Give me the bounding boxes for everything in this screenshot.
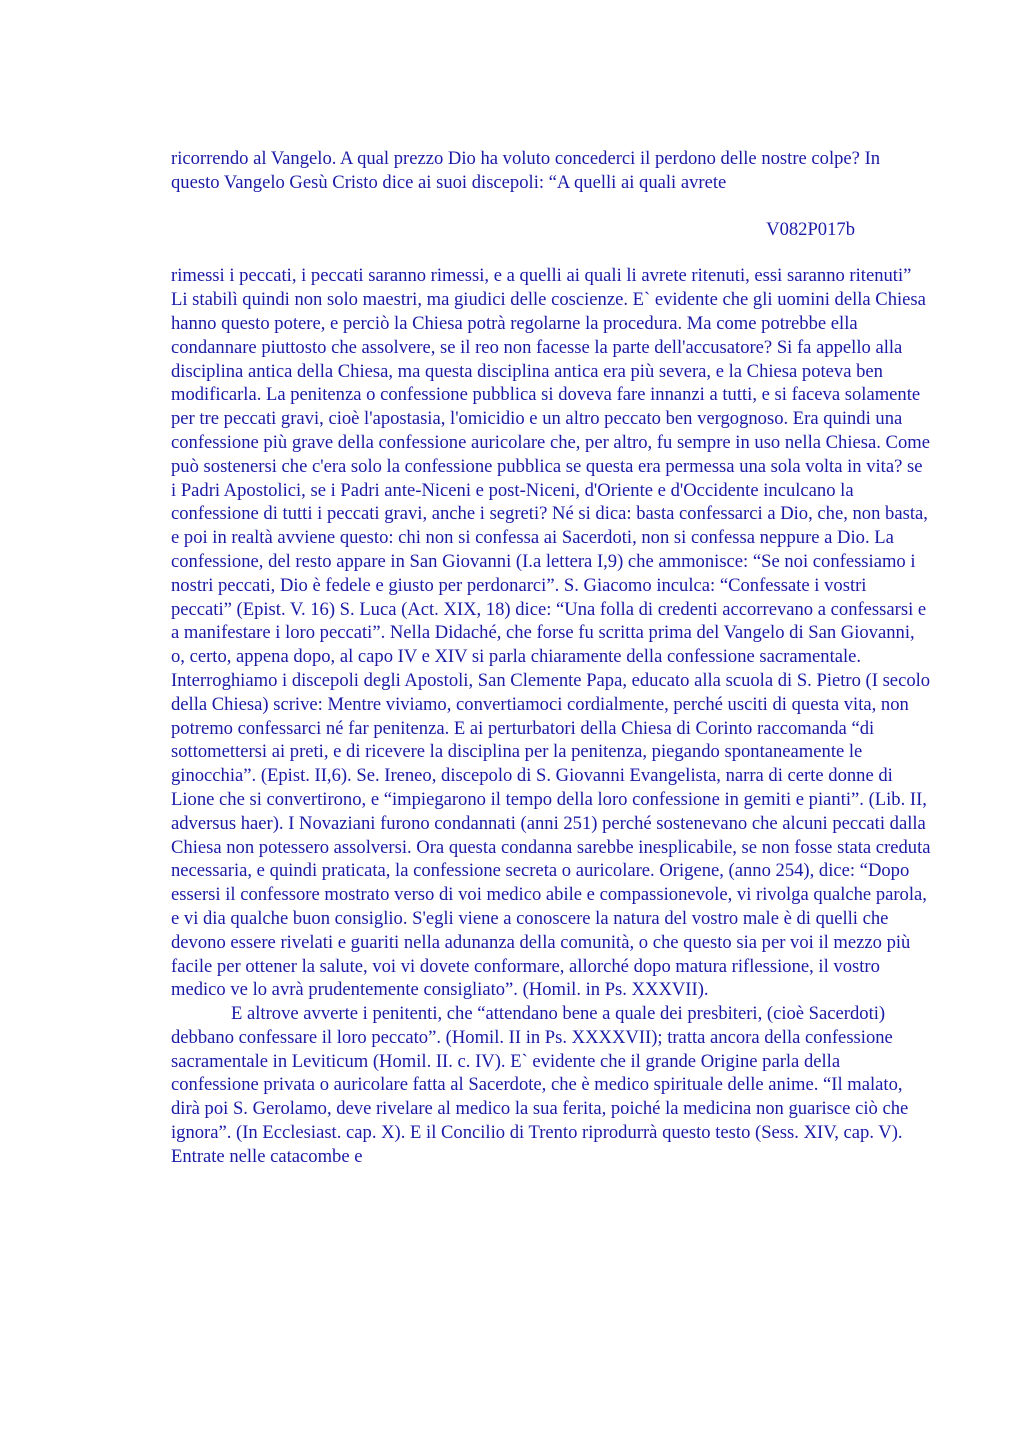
page-code-label: V082P017b <box>766 218 855 240</box>
body-paragraph-1: rimessi i peccati, i peccati saranno rimessi, e a quelli ai quali li avrete ritenuti, essi saranno ritenuti” Li stabilì quindi non solo maestri, ma giudici delle coscienze. E` evidente che gli uomini della Chiesa hanno questo potere, e perciò la Chiesa potrà regolarne la procedura. Ma come potrebbe ella condannare piuttosto che assolvere, se il reo non facesse la parte dell'accusatore? Si fa appello alla disciplina antica della Chiesa, ma questa disciplina antica era più severa, e la Chiesa poteva ben modificarla. La penitenza o confessione pubblica si doveva fare innanzi a tutti, e si faceva solamente per tre peccati gravi, cioè l'apostasia, l'omicidio e un altro peccato ben vergognoso. Era quindi una confessione più grave della confessione auricolare che, per altro, fu sempre in uso nella Chiesa. Come può sostenersi che c'era solo la confessione pubblica se questa era permessa una sola volta in vita? se i Padri Apostolici, se i Padri ante-Niceni e post-Niceni, d'Oriente e d'Occidente inculcano la confessione di tutti i peccati gravi, anche i segreti? Né si dica: basta confessarci a Dio, che, non basta, e poi in realtà avviene questo: chi non si confessa ai Sacerdoti, non si confessa neppure a Dio. La confessione, del resto appare in San Giovanni (I.a lettera I,9) che ammonisce: “Se noi confessiamo i nostri peccati, Dio è fedele e giusto per perdonarci”. S. Giacomo inculca: “Confessate i vostri peccati” (Epist. V. 16) S. Luca (Act. XIX, 18) dice: “Una folla di credenti accorrevano a confessarsi e a manifestare i loro peccati”. Nella Didaché, che forse fu scritta prima del Vangelo di San Giovanni, o, certo, appena dopo, al capo IV e XIV si parla chiaramente della confessione sacramentale. Interroghiamo i discepoli degli Apostoli, San Clemente Papa, educato alla scuola di S. Pietro (I secolo della Chiesa) scrive: Mentre viviamo, convertiamoci cordialmente, perché usciti di questa vita, non potremo confessarci né far penitenza. E ai perturbatori della Chiesa di Corinto raccomanda “di sottomettersi ai preti, e di ricevere la disciplina per la penitenza, piegando spontaneamente le ginocchia”. (Epist. II,6). Se. Ireneo, discepolo di S. Giovanni Evangelista, narra di certe donne di Lione che si convertirono, e “impiegarono il tempo della loro confessione in gemiti e pianti”. (Lib. II, adversus haer). I Novaziani furono condannati (anni 251) perché sostenevano che alcuni peccati dalla Chiesa non potessero assolversi. Ora questa condanna sarebbe inesplicabile, se non fosse stata creduta necessaria, e quindi praticata, la confessione secreta o auricolare. Origene, (anno 254), dice: “Dopo essersi il confessore mostrato verso di voi medico abile e compassionevole, vi rivolga qualche parola, e vi dia qualche buon consiglio. S'egli viene a conoscere la natura del vostro male è di quelli che devono essere rivelati e guariti nella adunanza della comunità, o che questo sia per voi il mezzo più facile per ottener la salute, voi vi dovete conformare, allorché dopo matura riflessione, il vostro medico ve lo avrà prudentemente consigliato”. (Homil. in Ps. XXXVII). <box>171 265 931 1001</box>
body-paragraph-2: E altrove avverte i penitenti, che “attendano bene a quale dei presbiteri, (cioè Sacerdoti) debbano confessare il loro peccato”. (Homil. II in Ps. XXXXVII); tratta ancora della confessione sacramentale in Leviticum (Homil. II. c. IV). E` evidente che il grande Origine parla della confessione privata o auricolare fatta al Sacerdote, che è medico spirituale delle anime. “Il malato, dirà poi S. Gerolamo, deve rivelare al medico la sua ferita, poiché la medicina non guarisce ciò che ignora”. (In Ecclesiast. cap. X). E il Concilio di Trento riprodurrà questo testo (Sess. XIV, cap. V). Entrate nelle catacombe e <box>171 1003 909 1167</box>
document-page <box>171 147 931 1169</box>
intro-paragraph: ricorrendo al Vangelo. A qual prezzo Dio ha voluto concederci il perdono delle nostre colpe? In questo Vangelo Gesù Cristo dice ai suoi discepoli: “A quelli ai quali avrete <box>171 148 881 193</box>
